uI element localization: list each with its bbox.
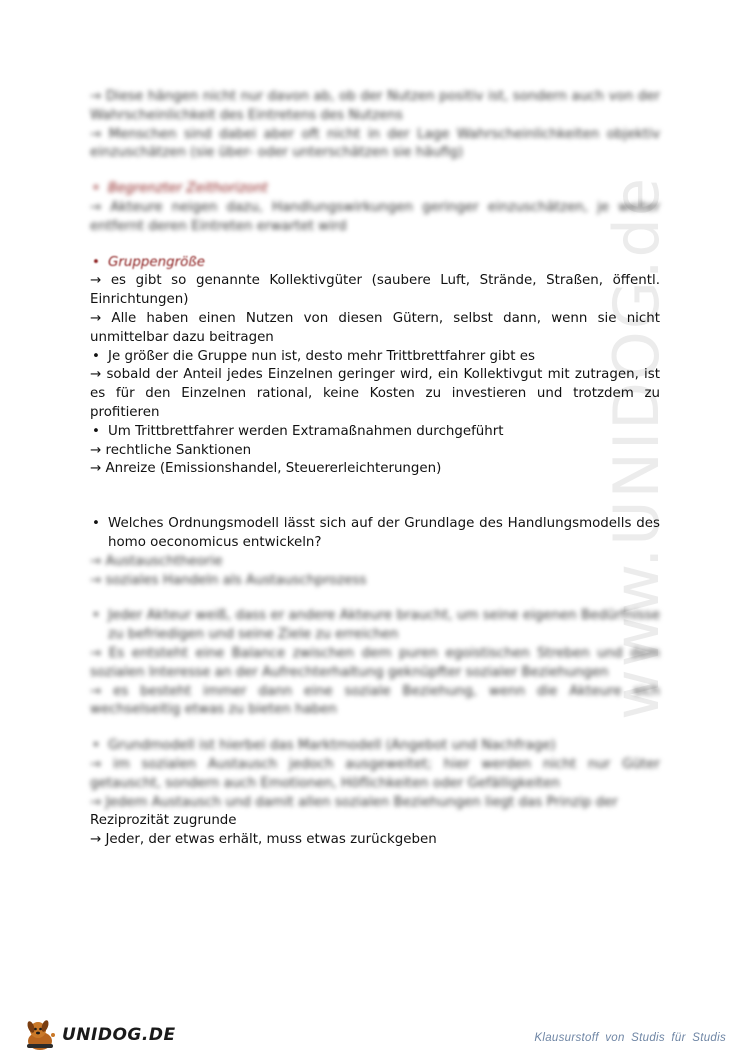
paragraph: → Diese hängen nicht nur davon ab, ob der Nutzen positiv ist, sondern auch von der Wahrscheinlichkeit des Eintretens des Nutzens	[90, 88, 660, 126]
paragraph: → im sozialen Austausch jedoch ausgeweitet; hier werden nicht nur Güter getauscht, sondern auch Emotionen, Höflichkeiten oder Gefälligkeiten	[90, 756, 660, 794]
logo-text: UNIDOG.DE	[62, 1025, 176, 1045]
bullet-item: • Grundmodell ist hierbei das Marktmodell (Angebot und Nachfrage)	[92, 738, 556, 754]
watermark: www.UNIDOG.de	[600, 176, 673, 720]
paragraph: → Es entsteht eine Balance zwischen dem puren egoistischen Streben und dem sozialen Interesse an der Aufrechterhaltung geknüpfter sozialer Beziehungen	[90, 645, 660, 683]
section-heading: • Begrenzter Zeithorizont	[92, 181, 268, 197]
paragraph: → Akteure neigen dazu, Handlungswirkungen geringer einzuschätzen, je weiter entfernt deren Eintreten erwartet wird	[90, 199, 660, 237]
document-content	[90, 88, 660, 850]
paragraph: → rechtliche Sanktionen	[90, 442, 660, 461]
paragraph: Reziprozität zugrunde	[90, 813, 237, 829]
paragraph: → es gibt so genannte Kollektivgüter (saubere Luft, Strände, Straßen, öffentl. Einrichtungen)	[90, 272, 660, 310]
bullet-item: • Je größer die Gruppe nun ist, desto mehr Trittbrettfahrer gibt es	[92, 348, 535, 364]
bullet-item: • Um Trittbrettfahrer werden Extramaßnahmen durchgeführt	[92, 423, 504, 439]
bullet-item: • Jeder Akteur weiß, dass er andere Akteure braucht, um seine eigenen Bedürfnisse zu befriedigen und seine Ziele zu erreichen	[92, 608, 660, 643]
unidog-logo	[20, 1016, 180, 1054]
paragraph: → Menschen sind dabei aber oft nicht in der Lage Wahrscheinlichkeiten objektiv einzuschätzen (sie über- oder unterschätzen sie häufig)	[90, 126, 660, 164]
paragraph: → sobald der Anteil jedes Einzelnen geringer wird, ein Kollektivgut mit zutragen, ist es für den Einzelnen rational, keine Kosten zu investieren und trotzdem zu profitieren	[90, 366, 660, 422]
bullet-item: • Welches Ordnungsmodell lässt sich auf der Grundlage des Handlungsmodells des homo oeconomicus entwickeln?	[92, 516, 660, 550]
paragraph: → Anreize (Emissionshandel, Steuererleichterungen)	[90, 460, 660, 479]
footer-slogan: Klausurstoff von Studis für Studis	[534, 1032, 726, 1044]
paragraph: → Jeder, der etwas erhält, muss etwas zurückgeben	[90, 831, 660, 850]
paragraph: → Austauschtheorie	[90, 553, 660, 572]
paragraph: → Alle haben einen Nutzen von diesen Gütern, selbst dann, wenn sie nicht unmittelbar dazu beitragen	[90, 310, 660, 348]
paragraph: → Jedem Austausch und damit allen sozialen Beziehungen liegt das Prinzip der	[90, 794, 660, 813]
paragraph: → soziales Handeln als Austauschprozess	[90, 572, 660, 591]
paragraph: → es besteht immer dann eine soziale Beziehung, wenn die Akteure sich wechselseitig etwas zu bieten haben	[90, 683, 660, 721]
dog-mascot-icon	[20, 1017, 60, 1053]
section-heading: • Gruppengröße	[92, 254, 205, 270]
